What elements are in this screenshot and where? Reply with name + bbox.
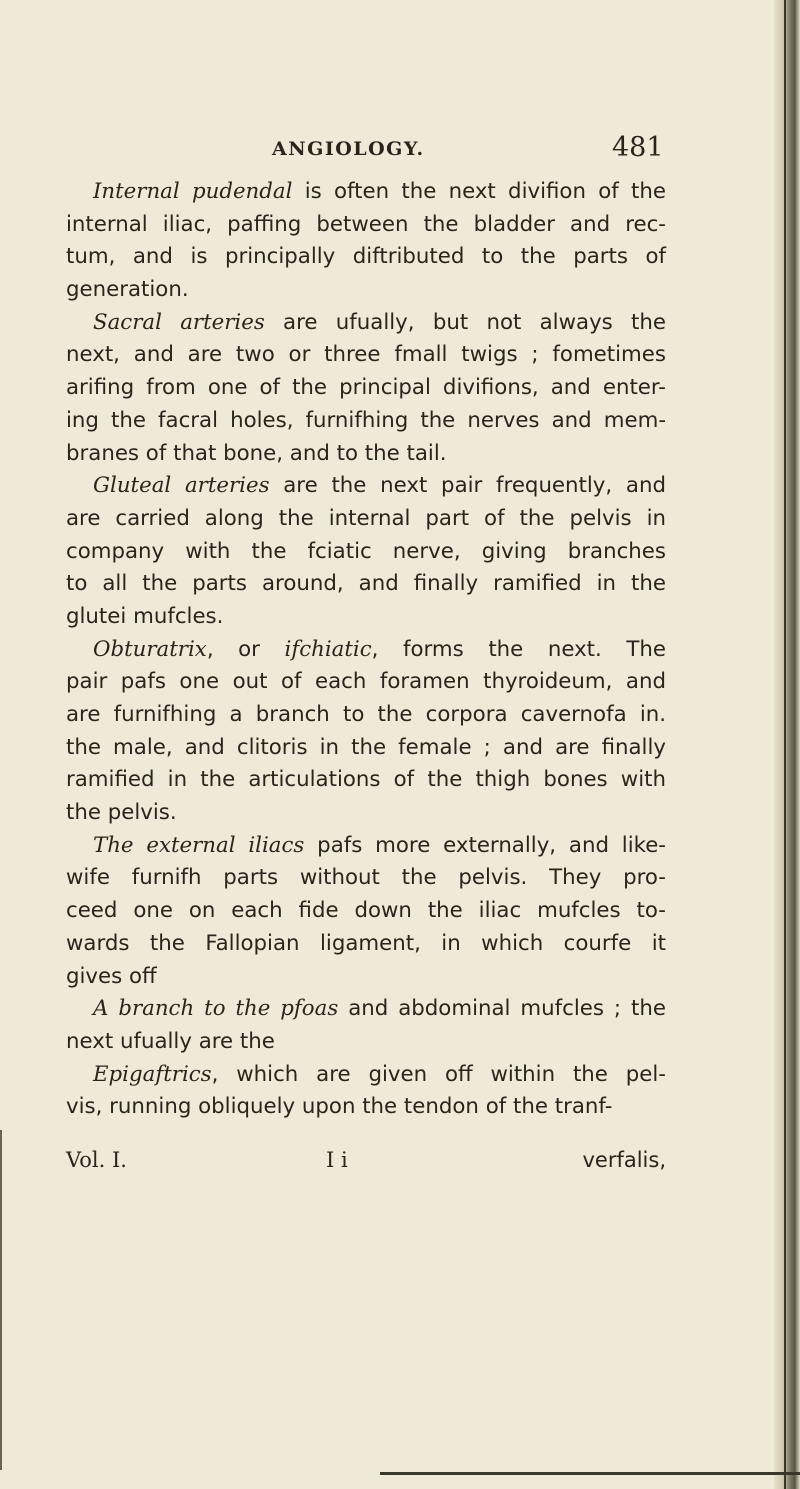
text-line: [66, 601, 666, 634]
text-run: company with the fciatic nerve, giving branches: [66, 538, 666, 564]
text-run: , or: [206, 636, 285, 662]
text-line: [66, 862, 666, 895]
paragraph: [66, 634, 666, 830]
paragraph: [66, 176, 666, 307]
text-run: are carried along the internal part of the pelvis in: [66, 505, 666, 531]
signature-mark: I i: [326, 1148, 348, 1172]
volume-mark: Vol. I.: [66, 1148, 127, 1172]
text-line: [66, 634, 666, 667]
text-run: branes of that bone, and to the tail.: [66, 440, 447, 466]
text-run: and abdominal mufcles ; the: [338, 996, 666, 1022]
text-run: tum, and is principally diftributed to the parts of: [66, 244, 666, 270]
page-number: 481: [612, 132, 664, 163]
text-run: to all the parts around, and finally ramified in the: [66, 571, 666, 597]
text-run: is often the next divifion of the: [292, 179, 666, 204]
paragraph: [66, 1059, 666, 1124]
text-line: [66, 993, 666, 1026]
text-run: pair pafs one out of each foramen thyroideum, and: [66, 669, 666, 695]
running-head: ANGIOLOGY.: [272, 138, 425, 160]
text-line: [66, 438, 666, 471]
text-line: [66, 307, 666, 340]
body-text: [66, 176, 666, 1124]
text-line: [66, 666, 666, 699]
text-line: [66, 732, 666, 765]
text-run: next ufually are the: [66, 1028, 275, 1054]
page-footer: [66, 1148, 666, 1182]
text-run: next, and are two or three fmall twigs ; fometimes: [66, 342, 666, 368]
text-line: [66, 895, 666, 928]
text-line: [66, 1059, 666, 1092]
text-line: [66, 339, 666, 372]
text-line: [66, 1091, 666, 1124]
text-run: , which are given off within the pel-: [211, 1061, 666, 1087]
text-line: [66, 928, 666, 961]
text-run: glutei mufcles.: [66, 603, 224, 629]
italic-heading: Sacral arteries: [93, 309, 265, 335]
text-run: are the next pair frequently, and: [269, 473, 666, 499]
text-run: pafs more externally, and like-: [304, 832, 666, 858]
paragraph: [66, 470, 666, 633]
text-line: [66, 176, 666, 209]
text-line: [66, 536, 666, 569]
text-run: generation.: [66, 277, 189, 303]
italic-heading: A branch to the pfoas: [93, 996, 339, 1022]
text-line: [66, 699, 666, 732]
italic-heading: Internal pudendal: [93, 179, 293, 204]
page-left-edge: [0, 1130, 2, 1470]
text-line: [66, 797, 666, 830]
text-run: , forms the next. The: [371, 636, 666, 662]
paragraph: [66, 307, 666, 470]
text-line: [66, 241, 666, 274]
text-run: gives off: [66, 963, 157, 989]
text-line: [66, 470, 666, 503]
paragraph: [66, 830, 666, 993]
text-line: [66, 764, 666, 797]
text-run: vis, running obliquely upon the tendon of the tranf-: [66, 1094, 613, 1120]
text-line: [66, 274, 666, 307]
text-line: [66, 1026, 666, 1059]
page-bottom-edge: [380, 1472, 800, 1475]
text-line: [66, 830, 666, 863]
text-line: [66, 503, 666, 536]
italic-heading: Obturatrix: [93, 636, 207, 662]
text-run: ramified in the articulations of the thigh bones with: [66, 767, 666, 793]
text-run: the male, and clitoris in the female ; and are finally: [66, 734, 666, 760]
text-run: ing the facral holes, furnifhing the nerves and mem-: [66, 407, 666, 433]
italic-heading: The external iliacs: [93, 832, 305, 858]
text-run: are ufually, but not always the: [264, 309, 666, 335]
italic-heading: ifchiatic: [284, 636, 372, 662]
page-header: [0, 128, 800, 168]
text-run: the pelvis.: [66, 800, 177, 826]
text-line: [66, 961, 666, 994]
page-edge-shadow: [774, 0, 800, 1489]
text-run: internal iliac, paffing between the bladder and rec-: [66, 211, 666, 237]
text-run: wife furnifh parts without the pelvis. They pro-: [66, 865, 666, 891]
text-run: ceed one on each fide down the iliac mufcles to-: [66, 898, 666, 924]
text-run: arifing from one of the principal divifions, and enter-: [66, 375, 666, 401]
italic-heading: Epigaftrics: [93, 1061, 212, 1087]
text-line: [66, 209, 666, 242]
text-line: [66, 372, 666, 405]
text-line: [66, 568, 666, 601]
text-run: wards the Fallopian ligament, in which courfe it: [66, 930, 666, 956]
text-run: are furnifhing a branch to the corpora cavernofa in.: [66, 702, 666, 727]
page-edge-line: [784, 0, 786, 1489]
catchword: verfalis,: [582, 1148, 666, 1172]
italic-heading: Gluteal arteries: [93, 473, 270, 499]
text-line: [66, 405, 666, 438]
paragraph: [66, 993, 666, 1058]
